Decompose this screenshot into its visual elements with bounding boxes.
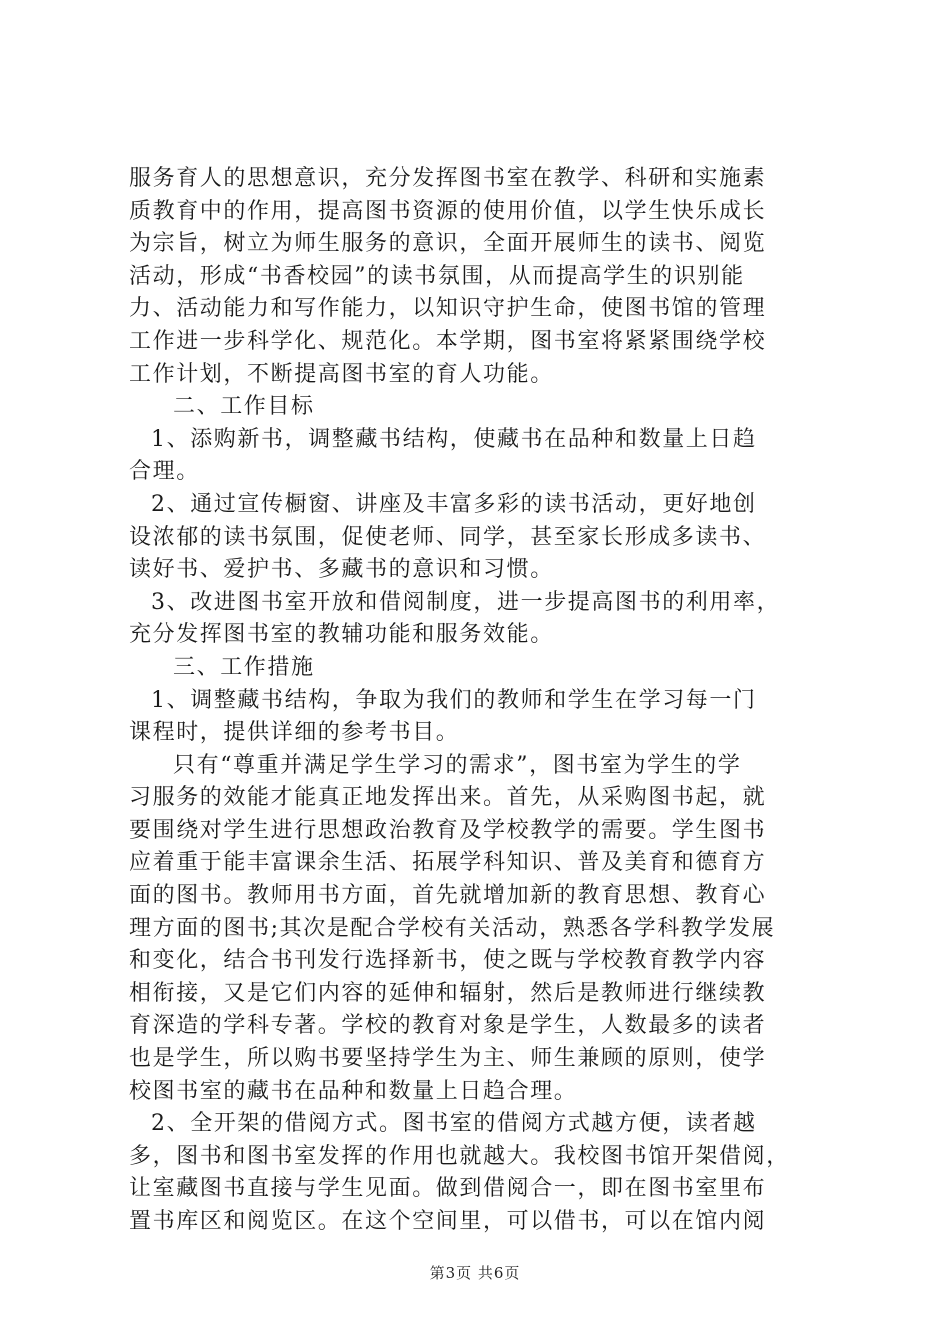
text-line: 二、工作目标: [173, 394, 315, 420]
text-line: 应着重于能丰富课余生活、拓展学科知识、普及美育和德育方: [129, 850, 767, 876]
text-line: 2、全开架的借阅方式。图书室的借阅方式越方便，读者越: [151, 1111, 757, 1137]
text-line: 也是学生，所以购书要坚持学生为主、师生兼顾的原则，使学: [129, 1046, 767, 1072]
text-line: 面的图书。教师用书方面，首先就增加新的教育思想、教育心: [129, 883, 767, 909]
text-line: 读好书、爱护书、多藏书的意识和习惯。: [129, 557, 554, 583]
document-body: [129, 163, 833, 1239]
text-line: 只有“尊重并满足学生学习的需求”，图书室为学生的学: [173, 752, 742, 778]
text-line: 和变化，结合书刊发行选择新书，使之既与学校教育教学内容: [129, 948, 767, 974]
text-line: 设浓郁的读书氛围，促使老师、同学，甚至家长形成多读书、: [129, 524, 767, 550]
text-line: 要围绕对学生进行思想政治教育及学校教学的需要。学生图书: [129, 817, 767, 843]
text-line: 置书库区和阅览区。在这个空间里，可以借书，可以在馆内阅: [129, 1209, 767, 1234]
text-line: 校图书室的藏书在品种和数量上日趋合理。: [129, 1078, 578, 1104]
text-line: 多，图书和图书室发挥的作用也就越大。我校图书馆开架借阅，: [129, 1143, 790, 1169]
text-line: 质教育中的作用，提高图书资源的使用价值，以学生快乐成长: [129, 198, 767, 224]
text-line: 力、活动能力和写作能力，以知识守护生命，使图书馆的管理: [129, 296, 767, 322]
text-line: 习服务的效能才能真正地发挥出来。首先，从采购图书起，就: [129, 785, 767, 811]
text-line: 合理。: [129, 459, 200, 485]
page-footer: 第3页 共6页: [429, 1264, 521, 1282]
text-line: 三、工作措施: [173, 654, 315, 680]
text-line: 工作进一步科学化、规范化。本学期，图书室将紧紧围绕学校: [129, 328, 767, 354]
text-line: 1、添购新书，调整藏书结构，使藏书在品种和数量上日趋: [151, 426, 757, 452]
text-line: 2、通过宣传橱窗、讲座及丰富多彩的读书活动，更好地创: [151, 491, 757, 517]
text-line: 理方面的图书;其次是配合学校有关活动，熟悉各学科教学发展: [129, 915, 776, 941]
text-line: 工作计划，不断提高图书室的育人功能。: [129, 361, 554, 387]
text-line: 课程时，提供详细的参考书目。: [129, 720, 460, 746]
text-line: 3、改进图书室开放和借阅制度，进一步提高图书的利用率，: [151, 589, 781, 615]
text-line: 服务育人的思想意识，充分发挥图书室在教学、科研和实施素: [129, 166, 767, 191]
text-line: 1、调整藏书结构，争取为我们的教师和学生在学习每一门: [151, 687, 757, 713]
text-line: 让室藏图书直接与学生见面。做到借阅合一，即在图书室里布: [129, 1176, 767, 1202]
text-line: 为宗旨，树立为师生服务的意识，全面开展师生的读书、阅览: [129, 231, 767, 257]
text-line: 育深造的学科专著。学校的教育对象是学生，人数最多的读者: [129, 1013, 767, 1039]
text-line: 充分发挥图书室的教辅功能和服务效能。: [129, 622, 554, 648]
text-line: 相衔接，又是它们内容的延伸和辐射，然后是教师进行继续教: [129, 980, 767, 1006]
text-line: 活动，形成“书香校园”的读书氛围，从而提高学生的识别能: [129, 263, 745, 289]
